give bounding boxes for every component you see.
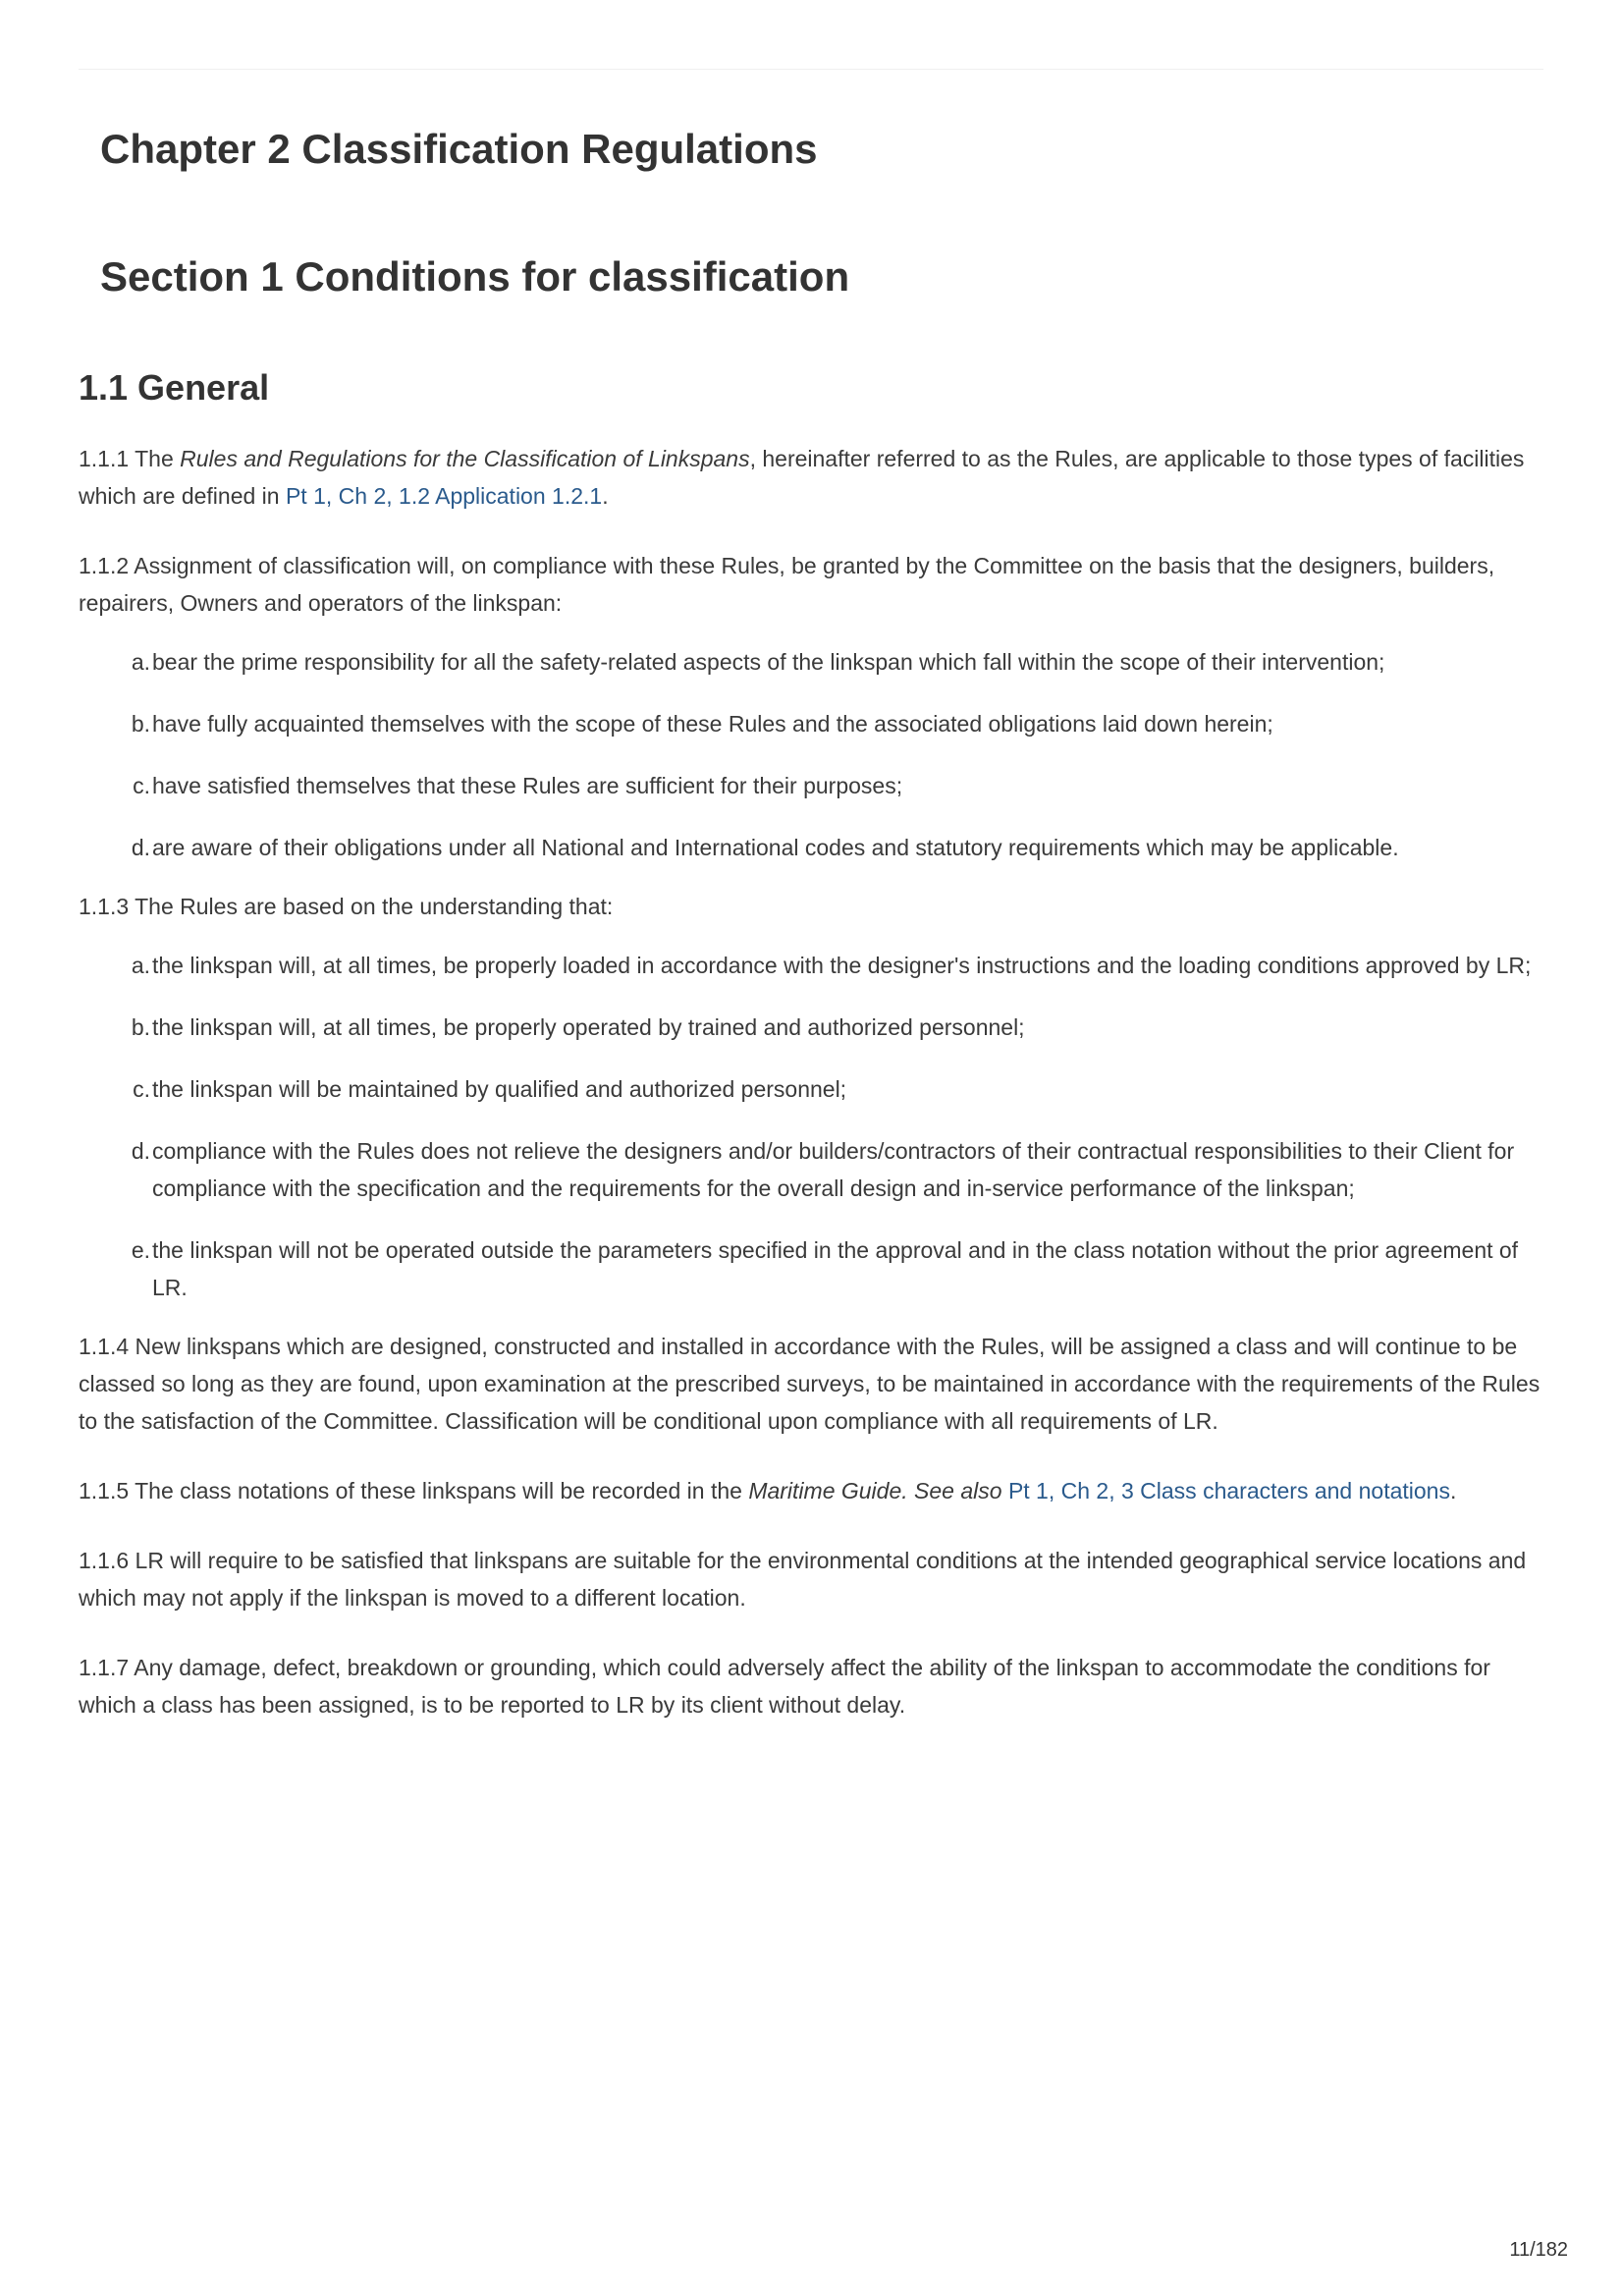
list-item bbox=[79, 829, 1551, 866]
paragraph-1-1-1 bbox=[79, 440, 1551, 515]
subsection-heading: 1.1 General bbox=[79, 367, 270, 408]
section-heading: Section 1 Conditions for classification bbox=[100, 253, 850, 300]
list-item bbox=[79, 767, 1551, 804]
list-item bbox=[79, 643, 1551, 681]
list-item-text: the linkspan will not be operated outside the parameters specified in the approval and in the class notation without the prior agreement of LR. bbox=[152, 1237, 1519, 1300]
list-item bbox=[79, 1070, 1551, 1108]
list-marker: b . bbox=[79, 1009, 150, 1046]
list-marker: d . bbox=[79, 829, 150, 866]
paragraph-1-1-4: 1.1.4 New linkspans which are designed, constructed and installed in accordance with the Rules, will be assigned a class and will continue to be classed so long as they are found, upon examination at the prescribed surveys, to be maintained in accordance with the requirements of the Rules to the satisfaction of the Committee. Classification will be conditional upon compliance with all requirements of LR. bbox=[79, 1334, 1541, 1434]
list-item bbox=[79, 1132, 1551, 1207]
paragraph-text: , hereinafter referred to as the Rules, are applicable to those types of facilities which are defined in bbox=[79, 446, 1525, 509]
list-marker: e . bbox=[79, 1231, 150, 1269]
list-marker: c . bbox=[79, 767, 150, 804]
list-item-text: compliance with the Rules does not relieve the designers and/or builders/contractors of their contractual responsibilities to their Client for compliance with the specification and the requirements for the overall design and in-service performance of the linkspan; bbox=[152, 1138, 1515, 1201]
paragraph-1-1-2: 1.1.2 Assignment of classification will, on compliance with these Rules, be granted by the Committee on the basis that the designers, builders, repairers, Owners and operators of the linkspan: bbox=[79, 553, 1495, 616]
list-item bbox=[79, 947, 1551, 984]
list-1-1-3 bbox=[79, 947, 1551, 1306]
list-item-text: the linkspan will, at all times, be properly loaded in accordance with the designer's instructions and the loading conditions approved by LR; bbox=[152, 953, 1532, 978]
list-item-text: have fully acquainted themselves with the scope of these Rules and the associated obligations laid down herein; bbox=[152, 711, 1273, 737]
list-item bbox=[79, 1231, 1551, 1306]
list-1-1-2 bbox=[79, 643, 1551, 866]
list-item-text: bear the prime responsibility for all the safety-related aspects of the linkspan which fall within the scope of their intervention; bbox=[152, 649, 1385, 675]
list-item bbox=[79, 1009, 1551, 1046]
list-marker: a . bbox=[79, 643, 150, 681]
chapter-heading: Chapter 2 Classification Regulations bbox=[100, 126, 818, 172]
maritime-guide-title: Maritime Guide bbox=[748, 1478, 902, 1503]
list-item-text: the linkspan will, at all times, be properly operated by trained and authorized personnel; bbox=[152, 1014, 1025, 1040]
list-marker: b . bbox=[79, 705, 150, 742]
paragraph-end: . bbox=[602, 483, 609, 509]
list-item-text: the linkspan will be maintained by qualified and authorized personnel; bbox=[152, 1076, 847, 1102]
list-item bbox=[79, 705, 1551, 742]
list-item-text: have satisfied themselves that these Rules are sufficient for their purposes; bbox=[152, 773, 903, 798]
link-pt1-ch2-3[interactable]: Pt 1, Ch 2, 3 Class characters and notations bbox=[1007, 1478, 1450, 1503]
paragraph-1-1-6: 1.1.6 LR will require to be satisfied that linkspans are suitable for the environmental conditions at the intended geographical service locations and which may not apply if the linkspan is moved to a different location. bbox=[79, 1548, 1527, 1611]
link-pt1-ch2-1-2[interactable]: Pt 1, Ch 2, 1.2 Application 1.2.1 bbox=[285, 483, 603, 509]
see-also-text: . See also bbox=[901, 1478, 1002, 1503]
paragraph-1-1-7: 1.1.7 Any damage, defect, breakdown or grounding, which could adversely affect the ability of the linkspan to accommodate the conditions for which a class has been assigned, is to be reported to LR by its client without delay. bbox=[79, 1655, 1490, 1718]
page-number: 11/182 bbox=[1509, 2239, 1568, 2261]
list-marker: c . bbox=[79, 1070, 150, 1108]
list-item-text: are aware of their obligations under all National and International codes and statutory requirements which may be applicable. bbox=[152, 835, 1399, 860]
paragraph-end: . bbox=[1449, 1478, 1457, 1503]
list-marker: a . bbox=[79, 947, 150, 984]
top-divider bbox=[79, 69, 1543, 70]
rules-title: Rules and Regulations for the Classification of Linkspans bbox=[180, 446, 750, 471]
paragraph-text: 1.1.5 The class notations of these linkspans will be recorded in the bbox=[79, 1478, 749, 1503]
list-marker: d . bbox=[79, 1132, 150, 1170]
body-text bbox=[79, 440, 1551, 1756]
paragraph-number: 1.1.1 The bbox=[79, 446, 181, 471]
paragraph-1-1-5 bbox=[79, 1472, 1551, 1509]
paragraph-1-1-3: 1.1.3 The Rules are based on the understanding that: bbox=[79, 894, 614, 919]
